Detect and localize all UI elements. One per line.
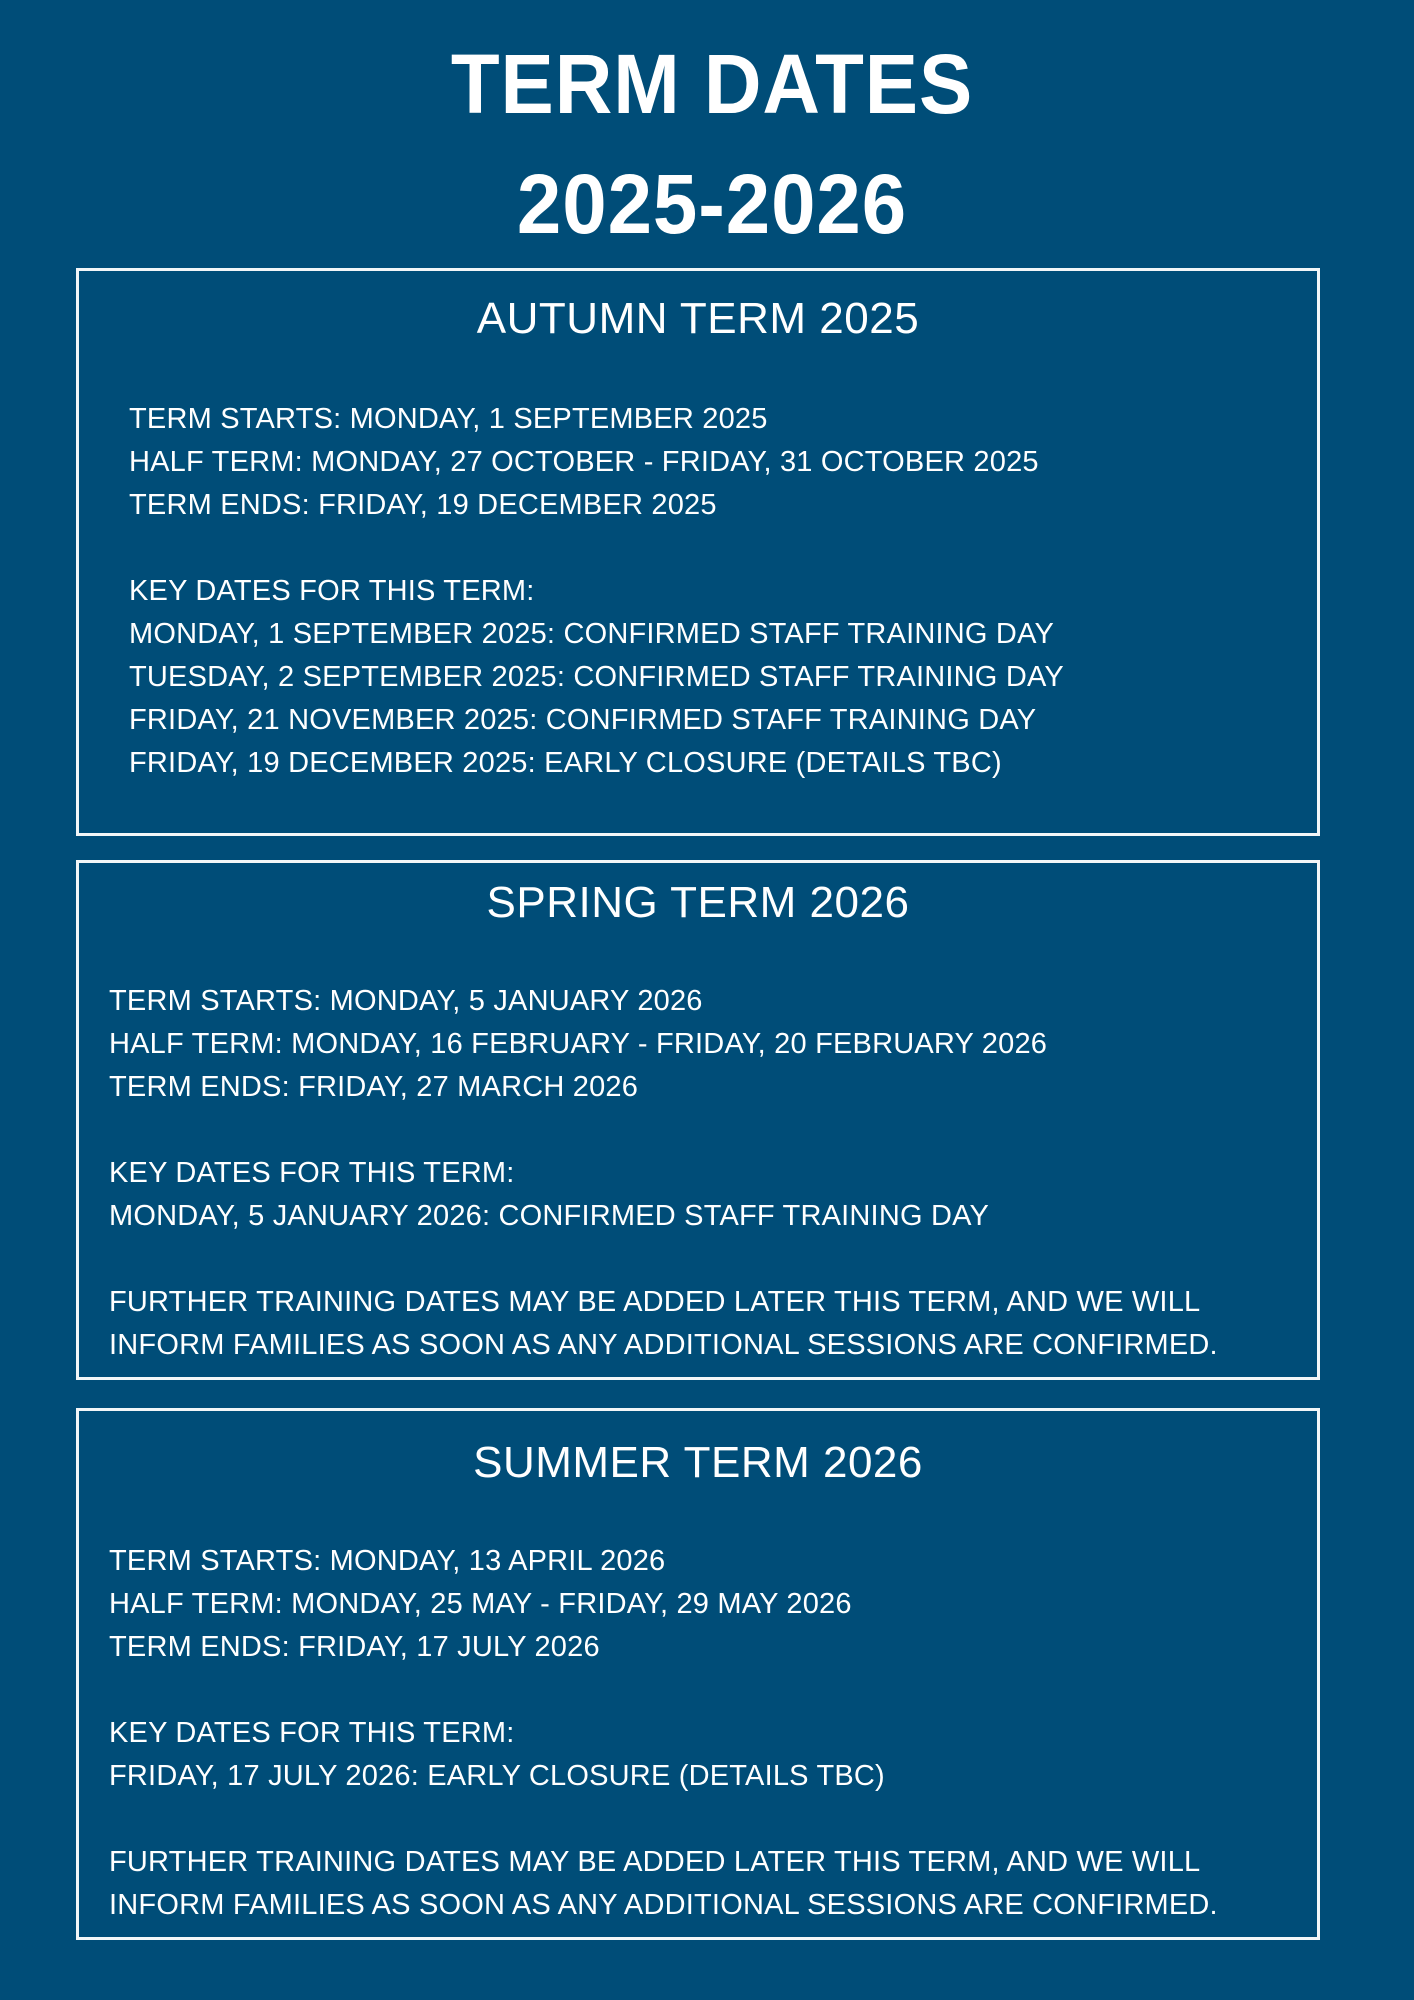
term-starts: TERM STARTS: MONDAY, 5 JANUARY 2026 bbox=[109, 985, 703, 1017]
term-heading: SUMMER TERM 2026 bbox=[473, 1438, 923, 1487]
term-heading: AUTUMN TERM 2025 bbox=[476, 294, 920, 343]
note-line: INFORM FAMILIES AS SOON AS ANY ADDITIONAL SESSIONS ARE CONFIRMED. bbox=[109, 1889, 1218, 1921]
summer-term-box bbox=[76, 1408, 1320, 1940]
spring-term-box bbox=[76, 860, 1320, 1380]
half-term: HALF TERM: MONDAY, 25 MAY - FRIDAY, 29 MAY 2026 bbox=[109, 1588, 852, 1620]
term-ends: TERM ENDS: FRIDAY, 17 JULY 2026 bbox=[109, 1631, 600, 1663]
key-date-item: MONDAY, 5 JANUARY 2026: CONFIRMED STAFF TRAINING DAY bbox=[109, 1200, 990, 1232]
page-title: TERM DATES bbox=[450, 37, 974, 131]
academic-year: 2025-2026 bbox=[516, 157, 908, 251]
key-dates-label: KEY DATES FOR THIS TERM: bbox=[109, 1157, 515, 1189]
key-date-item: FRIDAY, 17 JULY 2026: EARLY CLOSURE (DETAILS TBC) bbox=[109, 1760, 885, 1792]
half-term: HALF TERM: MONDAY, 27 OCTOBER - FRIDAY, 31 OCTOBER 2025 bbox=[129, 446, 1039, 478]
note-line: INFORM FAMILIES AS SOON AS ANY ADDITIONAL SESSIONS ARE CONFIRMED. bbox=[109, 1329, 1218, 1361]
note-line: FURTHER TRAINING DATES MAY BE ADDED LATER THIS TERM, AND WE WILL bbox=[109, 1286, 1201, 1318]
half-term: HALF TERM: MONDAY, 16 FEBRUARY - FRIDAY, 20 FEBRUARY 2026 bbox=[109, 1028, 1048, 1060]
term-ends: TERM ENDS: FRIDAY, 27 MARCH 2026 bbox=[109, 1071, 639, 1103]
note-line: FURTHER TRAINING DATES MAY BE ADDED LATER THIS TERM, AND WE WILL bbox=[109, 1846, 1201, 1878]
term-ends: TERM ENDS: FRIDAY, 19 DECEMBER 2025 bbox=[129, 489, 717, 521]
term-heading: SPRING TERM 2026 bbox=[486, 878, 910, 927]
term-starts: TERM STARTS: MONDAY, 1 SEPTEMBER 2025 bbox=[129, 403, 768, 435]
autumn-term-box bbox=[76, 268, 1320, 836]
key-dates-label: KEY DATES FOR THIS TERM: bbox=[109, 1717, 515, 1749]
key-date-item: FRIDAY, 19 DECEMBER 2025: EARLY CLOSURE (DETAILS TBC) bbox=[129, 747, 1002, 779]
term-starts: TERM STARTS: MONDAY, 13 APRIL 2026 bbox=[109, 1545, 666, 1577]
key-date-item: FRIDAY, 21 NOVEMBER 2025: CONFIRMED STAFF TRAINING DAY bbox=[129, 704, 1037, 736]
key-date-item: MONDAY, 1 SEPTEMBER 2025: CONFIRMED STAFF TRAINING DAY bbox=[129, 618, 1055, 650]
key-dates-label: KEY DATES FOR THIS TERM: bbox=[129, 575, 535, 607]
key-date-item: TUESDAY, 2 SEPTEMBER 2025: CONFIRMED STAFF TRAINING DAY bbox=[129, 661, 1064, 693]
